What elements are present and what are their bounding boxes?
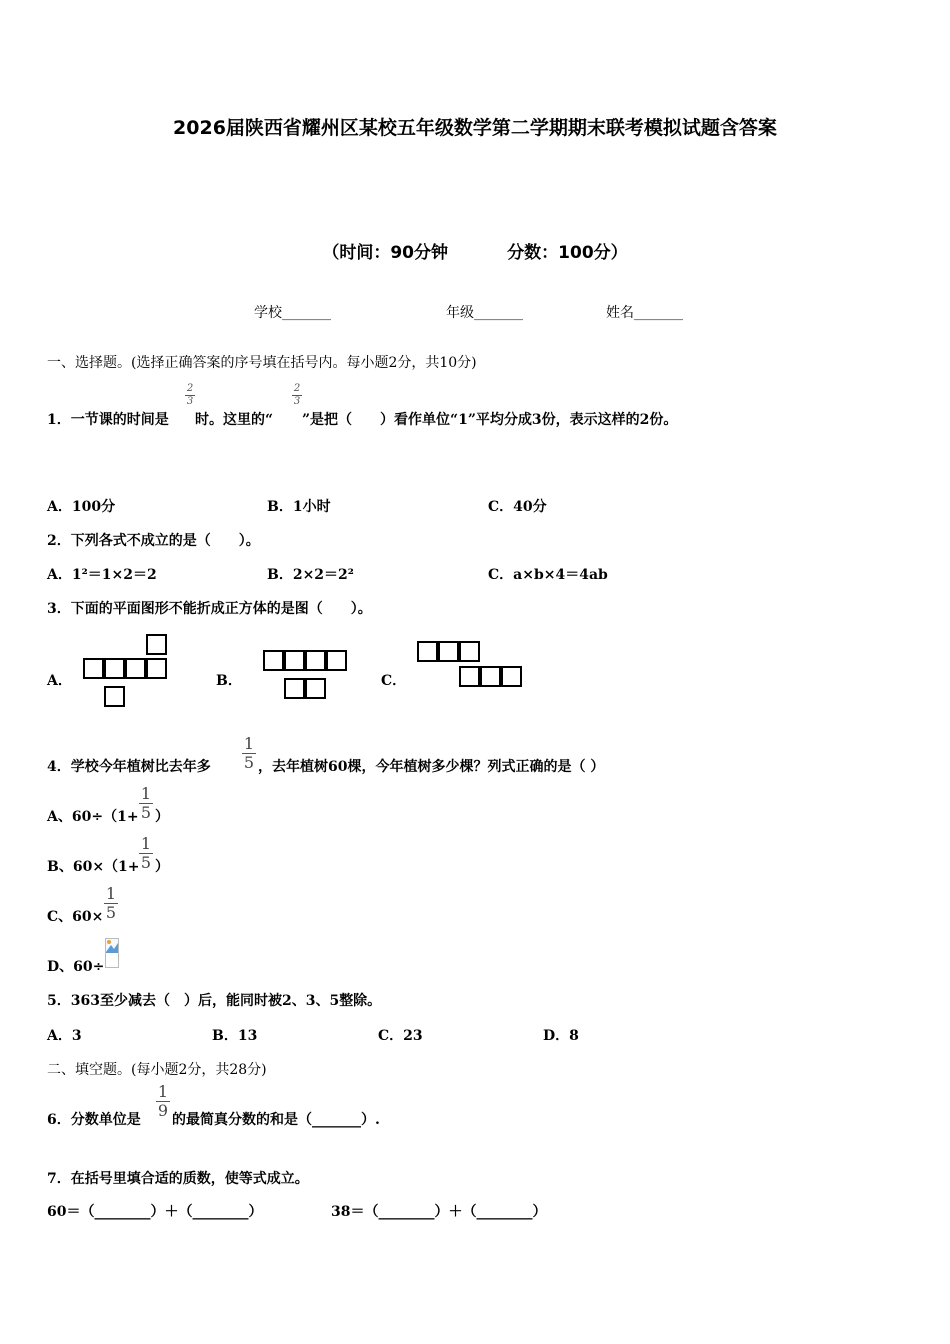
- q5-option-c[interactable]: C．23: [378, 1028, 423, 1044]
- q1-frac2-num: 2: [293, 383, 301, 394]
- net-c-cell: [438, 641, 459, 662]
- q6-text-b: 的最简真分数的和是（_______）.: [172, 1112, 380, 1128]
- net-c-cell: [501, 666, 522, 687]
- q3-text: 3．下面的平面图形不能折成正方体的是图（ ）。: [47, 601, 372, 617]
- net-b-cell: [284, 650, 305, 671]
- net-a-cell: [104, 686, 125, 707]
- q4-frac-num: 1: [243, 734, 255, 753]
- q4-option-a[interactable]: A、60÷（1+: [47, 809, 139, 825]
- q2-option-a[interactable]: A．1²＝1×2＝2: [47, 567, 157, 583]
- section1-heading: 一、选择题。(选择正确答案的序号填在括号内。每小题2分，共10分): [47, 355, 477, 371]
- q5-text: 5．363至少减去（ ）后，能同时被2、3、5整除。: [47, 993, 382, 1009]
- grade-field[interactable]: 年级_______: [446, 305, 523, 321]
- q3-option-c[interactable]: C．: [381, 673, 407, 689]
- net-a-cell: [125, 658, 146, 679]
- net-c-cell: [459, 666, 480, 687]
- school-field[interactable]: 学校_______: [254, 305, 331, 321]
- net-c-cell: [417, 641, 438, 662]
- q1-option-b[interactable]: B．1小时: [267, 499, 331, 515]
- broken-image-icon: [105, 938, 119, 968]
- q3-option-a[interactable]: A．: [47, 673, 72, 689]
- q7-text: 7．在括号里填合适的质数，使等式成立。: [47, 1171, 309, 1187]
- page-title: 2026届陕西省耀州区某校五年级数学第二学期期末联考模拟试题含答案: [173, 117, 777, 139]
- q6-fraction: [156, 1084, 170, 1119]
- q5-option-b[interactable]: B．13: [212, 1028, 258, 1044]
- net-b-cell: [326, 650, 347, 671]
- q4-option-b[interactable]: B、60×（1+: [47, 859, 140, 875]
- q3-option-b[interactable]: B．: [216, 673, 242, 689]
- q1-fraction-2: [292, 384, 302, 407]
- q4-option-d[interactable]: D、60÷: [47, 959, 105, 975]
- net-b-cell: [305, 650, 326, 671]
- q4-optC-num: 1: [105, 884, 117, 903]
- q1-frac-num: 2: [186, 383, 194, 394]
- q4-optB-fraction: [139, 836, 153, 871]
- net-c-cell: [459, 641, 480, 662]
- q4-optC-fraction: [104, 886, 118, 921]
- q4-optA-fraction: [139, 786, 153, 821]
- q4-text-b: ，去年植树60棵，今年植树多少棵？列式正确的是（ ）: [258, 759, 605, 775]
- q1-fraction: [185, 384, 195, 407]
- broken-image-glyph: [106, 939, 118, 953]
- q1-text-c: ”是把（ ）看作单位“1”平均分成3份，表示这样的2份。: [302, 412, 678, 428]
- net-b-cell: [263, 650, 284, 671]
- q4-fraction: [242, 736, 256, 771]
- q7-equation-1[interactable]: 60＝（________）＋（________）: [47, 1204, 263, 1220]
- net-b-cell: [305, 678, 326, 699]
- q6-frac-num: 1: [157, 1082, 169, 1101]
- net-b-cell: [284, 678, 305, 699]
- q6-text-a: 6．分数单位是: [47, 1112, 141, 1128]
- q1-text-b: 时。这里的“: [195, 412, 274, 428]
- q1-text-a: 1．一节课的时间是: [47, 412, 169, 428]
- net-a-cell: [83, 658, 104, 679]
- q4-optA-close: ）: [155, 809, 169, 825]
- name-field[interactable]: 姓名_______: [606, 305, 683, 321]
- q1-frac2-den: 3: [293, 396, 301, 407]
- q4-option-c[interactable]: C、60×: [47, 909, 104, 925]
- q4-text-a: 4．学校今年植树比去年多: [47, 759, 211, 775]
- q6-frac-den: 9: [157, 1101, 169, 1120]
- net-a-cell: [104, 658, 125, 679]
- q4-optA-num: 1: [140, 784, 152, 803]
- q4-optA-den: 5: [140, 803, 152, 822]
- q2-option-b[interactable]: B．2×2＝2²: [267, 567, 354, 583]
- section2-heading: 二、填空题。(每小题2分，共28分): [47, 1062, 267, 1078]
- net-c-cell: [480, 666, 501, 687]
- net-a-cell: [146, 658, 167, 679]
- q4-optB-den: 5: [140, 853, 152, 872]
- q1-option-a[interactable]: A．100分: [47, 499, 116, 515]
- q4-optB-close: ）: [155, 859, 169, 875]
- q2-text: 2．下列各式不成立的是（ ）。: [47, 533, 260, 549]
- q4-optC-den: 5: [105, 903, 117, 922]
- q1-option-c[interactable]: C．40分: [488, 499, 547, 515]
- q2-option-c[interactable]: C．a×b×4＝4ab: [488, 567, 608, 583]
- time-score-line: （时间：90分钟 分数：100分）: [322, 243, 628, 263]
- q4-frac-den: 5: [243, 753, 255, 772]
- net-a-cell: [146, 634, 167, 655]
- q5-option-d[interactable]: D．8: [543, 1028, 579, 1044]
- q5-option-a[interactable]: A．3: [47, 1028, 82, 1044]
- q7-equation-2[interactable]: 38＝（________）＋（________）: [331, 1204, 547, 1220]
- q4-optB-num: 1: [140, 834, 152, 853]
- q1-frac-den: 3: [186, 396, 194, 407]
